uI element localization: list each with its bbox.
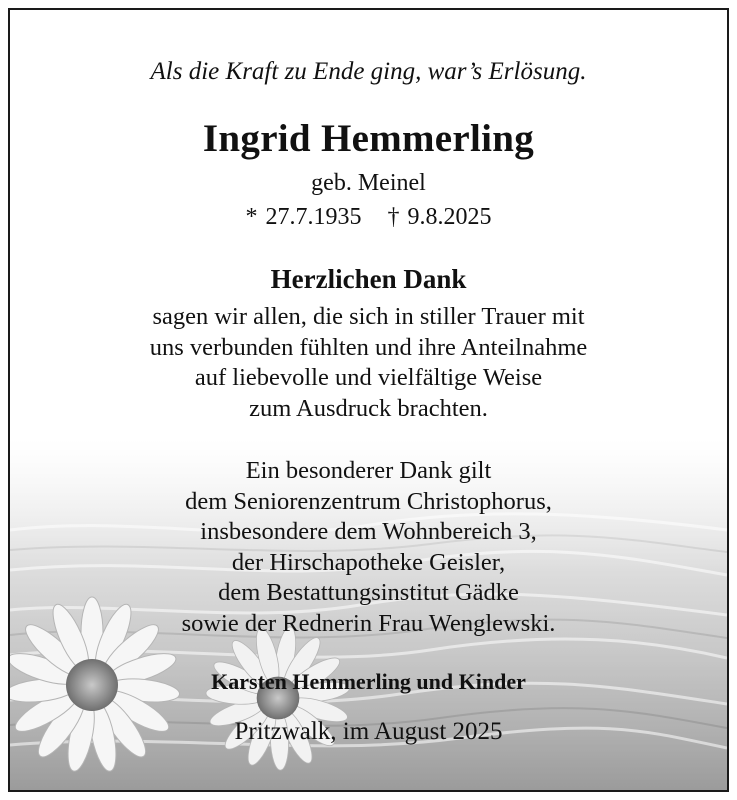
special-line: sowie der Rednerin Frau Wenglewski.	[181, 609, 556, 637]
special-line: der Hirschapotheke Geisler,	[231, 548, 506, 576]
life-dates	[10, 204, 727, 231]
death-date: † 9.8.2025	[387, 204, 492, 230]
signature: Karsten Hemmerling und Kinder	[211, 669, 526, 694]
maiden-name: geb. Meinel	[311, 170, 426, 196]
thanks-line: auf liebevolle und vielfältige Weise	[194, 364, 543, 391]
thanks-line: uns verbunden fühlten und ihre Anteilnahme	[149, 333, 588, 361]
special-line: dem Seniorenzentrum Christophorus,	[185, 487, 552, 515]
obituary-frame	[8, 8, 729, 792]
thanks-paragraph	[10, 302, 727, 424]
thanks-line: sagen wir allen, die sich in stiller Trauer mit	[152, 303, 585, 330]
deceased-name: Ingrid Hemmerling	[202, 117, 535, 160]
special-line: Ein besonderer Dank gilt	[245, 457, 492, 484]
special-line: dem Bestattungsinstitut Gädke	[218, 579, 519, 606]
special-line: insbesondere dem Wohnbereich 3,	[200, 518, 537, 545]
place-date: Pritzwalk, im August 2025	[234, 718, 503, 745]
thanks-line: zum Ausdruck brachten.	[249, 394, 488, 422]
thanks-heading: Herzlichen Dank	[270, 264, 467, 294]
motto: Als die Kraft zu Ende ging, war’s Erlösung.	[150, 58, 587, 85]
obituary-content	[10, 10, 727, 790]
birth-date: * 27.7.1935	[245, 204, 362, 230]
special-thanks-paragraph	[10, 456, 727, 639]
